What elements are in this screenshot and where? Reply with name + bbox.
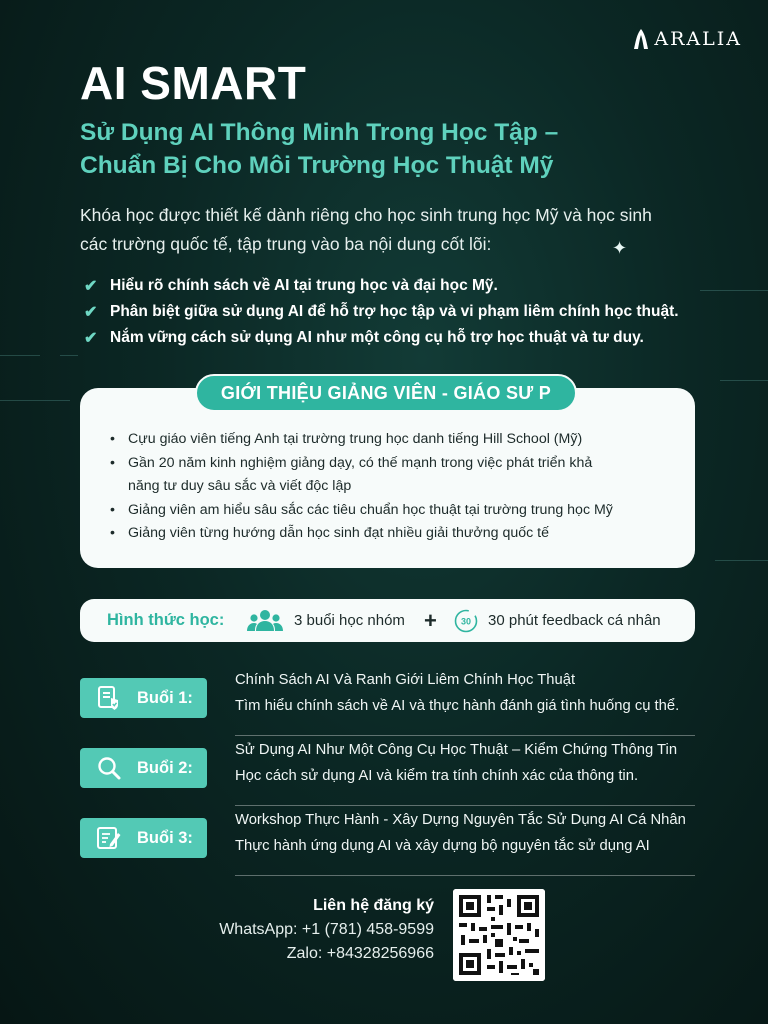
session-title: Chính Sách AI Và Ranh Giới Liêm Chính Học Thuật: [235, 672, 576, 688]
decorative-line: [715, 560, 768, 561]
brand-logo: [632, 28, 742, 50]
session-divider: [235, 805, 695, 806]
session-row: [80, 738, 695, 806]
instructor-bullet: [108, 452, 678, 499]
check-icon: ✔: [84, 278, 98, 295]
qr-code-icon[interactable]: [453, 889, 545, 981]
session-label: Buổi 1:: [137, 688, 193, 707]
format-feedback: 30 phút feedback cá nhân: [488, 612, 661, 629]
subtitle-line: Chuẩn Bị Cho Môi Trường Học Thuật Mỹ: [80, 152, 554, 179]
session-title: Workshop Thực Hành - Xây Dựng Nguyên Tắc Sử Dụng AI Cá Nhân: [235, 812, 686, 828]
format-label: Hình thức học:: [107, 611, 225, 629]
aralia-logo-icon: [632, 28, 650, 50]
bullet-line: năng tư duy sâu sắc và viết độc lập: [128, 478, 352, 494]
timer-badge: 30: [460, 616, 472, 627]
session-row: [80, 668, 695, 736]
zalo-number[interactable]: Zalo: +84328256966: [286, 945, 434, 962]
magnifier-icon: [96, 755, 122, 781]
decorative-line: [0, 355, 40, 356]
highlight-text: Hiểu rõ chính sách về AI tại trung học và đại học Mỹ.: [110, 277, 498, 294]
instructor-bullet: • Giảng viên am hiểu sâu sắc các tiêu chuẩn học thuật tại trường trung học Mỹ: [108, 499, 678, 523]
format-group-sessions: 3 buổi học nhóm: [294, 612, 405, 629]
highlight-text: Phân biệt giữa sử dụng AI để hỗ trợ học tập và vi phạm liêm chính học thuật.: [110, 303, 679, 320]
decorative-line: [0, 400, 70, 401]
check-icon: ✔: [84, 304, 98, 321]
session-divider: [235, 735, 695, 736]
contact-title: Liên hệ đăng ký: [313, 897, 434, 914]
session-badge: [80, 678, 207, 718]
timer-icon: [454, 609, 478, 633]
course-intro: [80, 201, 700, 259]
instructor-bullet: • Giảng viên từng hướng dẫn học sinh đạt nhiều giải thưởng quốc tế: [108, 522, 678, 546]
group-icon: [247, 609, 283, 633]
subtitle-line: Sử Dụng AI Thông Minh Trong Học Tập –: [80, 119, 559, 146]
highlight-item: [84, 299, 679, 325]
session-badge: [80, 748, 207, 788]
plus-icon: +: [424, 607, 437, 633]
session-title: Sử Dụng AI Như Một Công Cụ Học Thuật – Kiểm Chứng Thông Tin: [235, 742, 678, 758]
session-description: Học cách sử dụng AI và kiểm tra tính chính xác của thông tin.: [235, 768, 639, 784]
intro-line: Khóa học được thiết kế dành riêng cho học sinh trung học Mỹ và học sinh: [80, 205, 652, 225]
bullet-line: Gần 20 năm kinh nghiệm giảng dạy, có thế mạnh trong việc phát triển khả: [128, 454, 593, 471]
highlights-list: [84, 273, 679, 351]
instructor-bullet: • Cựu giáo viên tiếng Anh tại trường trung học danh tiếng Hill School (Mỹ): [108, 428, 678, 452]
session-badge: [80, 818, 207, 858]
contact-block: [219, 894, 434, 966]
decorative-line: [700, 290, 768, 291]
session-description: Tìm hiểu chính sách về AI và thực hành đánh giá tình huống cụ thể.: [235, 698, 680, 714]
whatsapp-number[interactable]: WhatsApp: +1 (781) 458-9599: [219, 921, 434, 938]
policy-document-icon: [96, 685, 122, 711]
edit-note-icon: [96, 825, 122, 851]
instructor-heading: GIỚI THIỆU GIẢNG VIÊN - GIÁO SƯ P: [195, 374, 577, 412]
session-description: Thực hành ứng dụng AI và xây dựng bộ nguyên tắc sử dụng AI: [235, 838, 650, 854]
instructor-bullets: [108, 428, 678, 546]
format-bar: [80, 599, 695, 642]
intro-line: các trường quốc tế, tập trung vào ba nội dung cốt lõi:: [80, 234, 492, 254]
highlight-item: [84, 325, 679, 351]
decorative-line: [720, 380, 768, 381]
session-label: Buổi 3:: [137, 828, 193, 847]
brand-name: ARALIA: [654, 28, 742, 50]
sparkle-icon: ✦: [612, 238, 628, 259]
course-subtitle: [80, 116, 700, 182]
session-divider: [235, 875, 695, 876]
session-row: [80, 808, 695, 876]
check-icon: ✔: [84, 330, 98, 347]
highlight-item: [84, 273, 679, 299]
session-label: Buổi 2:: [137, 758, 193, 777]
highlight-text: Nắm vững cách sử dụng AI như một công cụ hỗ trợ học thuật và tư duy.: [110, 329, 644, 346]
course-title: AI SMART: [80, 57, 307, 109]
decorative-line: [60, 355, 78, 356]
